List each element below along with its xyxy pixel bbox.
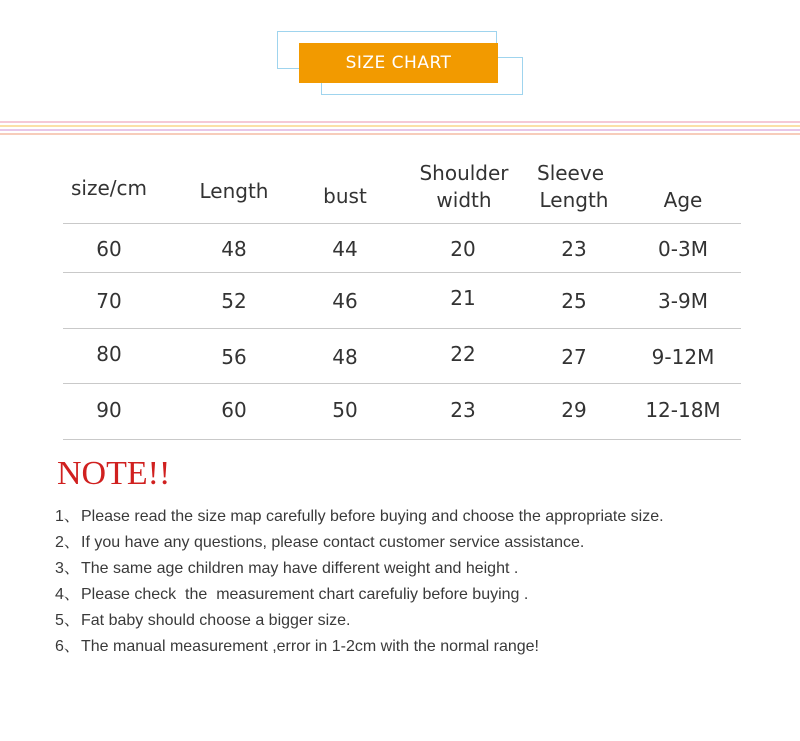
cell-length: 48	[221, 237, 247, 261]
table-row	[63, 274, 741, 329]
cell-size: 80	[96, 342, 122, 366]
header-shoulder-width	[408, 160, 520, 214]
table-divider	[63, 439, 741, 440]
note-number: 3、	[55, 560, 80, 577]
cell-length: 52	[221, 289, 247, 313]
cell-age: 3-9M	[658, 289, 708, 313]
list-item	[55, 506, 775, 532]
stripe-yellow	[0, 125, 800, 127]
cell-size: 70	[96, 289, 122, 313]
cell-size: 90	[96, 398, 122, 422]
note-text: Fat baby should choose a bigger size.	[81, 612, 351, 629]
stripe-peach	[0, 133, 800, 135]
cell-size: 60	[96, 237, 122, 261]
header-age	[633, 187, 733, 214]
list-item	[55, 584, 775, 610]
cell-age: 0-3M	[658, 237, 708, 261]
cell-bust: 44	[332, 237, 358, 261]
header-shoulder-line2: width	[436, 188, 492, 212]
cell-sleeve: 27	[561, 345, 587, 369]
note-number: 2、	[55, 534, 80, 551]
header-length	[184, 178, 284, 205]
cell-sleeve: 29	[561, 398, 587, 422]
header-sleeve-length	[523, 160, 625, 214]
cell-sleeve: 23	[561, 237, 587, 261]
header-size	[63, 175, 155, 202]
header-age-label: Age	[663, 188, 703, 212]
table-divider	[63, 328, 741, 329]
note-list	[55, 506, 775, 662]
table-row	[63, 222, 741, 277]
note-text: Please read the size map carefully before buying and choose the appropriate size.	[81, 508, 664, 525]
header-length-label: Length	[199, 179, 269, 203]
table-header	[63, 155, 741, 223]
cell-sleeve: 25	[561, 289, 587, 313]
cell-age: 9-12M	[651, 345, 715, 369]
cell-bust: 46	[332, 289, 358, 313]
header-bust	[295, 183, 395, 210]
decorative-stripes	[0, 121, 800, 141]
header-bust-label: bust	[323, 184, 367, 208]
cell-length: 60	[221, 398, 247, 422]
cell-shoulder: 22	[450, 342, 476, 366]
note-text: Please check the measurement chart carefuliy before buying .	[81, 586, 529, 603]
header-size-label: size/cm	[71, 176, 147, 200]
note-text: The same age children may have different weight and height .	[81, 560, 519, 577]
note-text: If you have any questions, please contact customer service assistance.	[81, 534, 585, 551]
cell-shoulder: 23	[450, 398, 476, 422]
cell-age: 12-18M	[645, 398, 721, 422]
cell-shoulder: 21	[450, 286, 476, 310]
table-divider	[63, 272, 741, 273]
list-item	[55, 610, 775, 636]
header-sleeve-line1: Sleeve	[537, 161, 605, 185]
size-chart-title: SIZE CHART	[299, 43, 498, 83]
cell-bust: 48	[332, 345, 358, 369]
cell-bust: 50	[332, 398, 358, 422]
stripe-pink	[0, 121, 800, 123]
cell-length: 56	[221, 345, 247, 369]
table-row	[63, 330, 741, 385]
header-shoulder-line1: Shoulder	[419, 161, 509, 185]
note-number: 6、	[55, 638, 80, 655]
cell-shoulder: 20	[450, 237, 476, 261]
note-number: 4、	[55, 586, 80, 603]
note-number: 5、	[55, 612, 80, 629]
list-item	[55, 532, 775, 558]
note-text: The manual measurement ,error in 1-2cm with the normal range!	[81, 638, 539, 655]
note-title: NOTE!!	[57, 455, 171, 492]
title-banner	[0, 0, 800, 110]
table-row	[63, 383, 741, 438]
note-number: 1、	[55, 508, 80, 525]
stripe-purple	[0, 129, 800, 131]
list-item	[55, 558, 775, 584]
list-item	[55, 636, 775, 662]
header-sleeve-line2: Length	[539, 188, 609, 212]
